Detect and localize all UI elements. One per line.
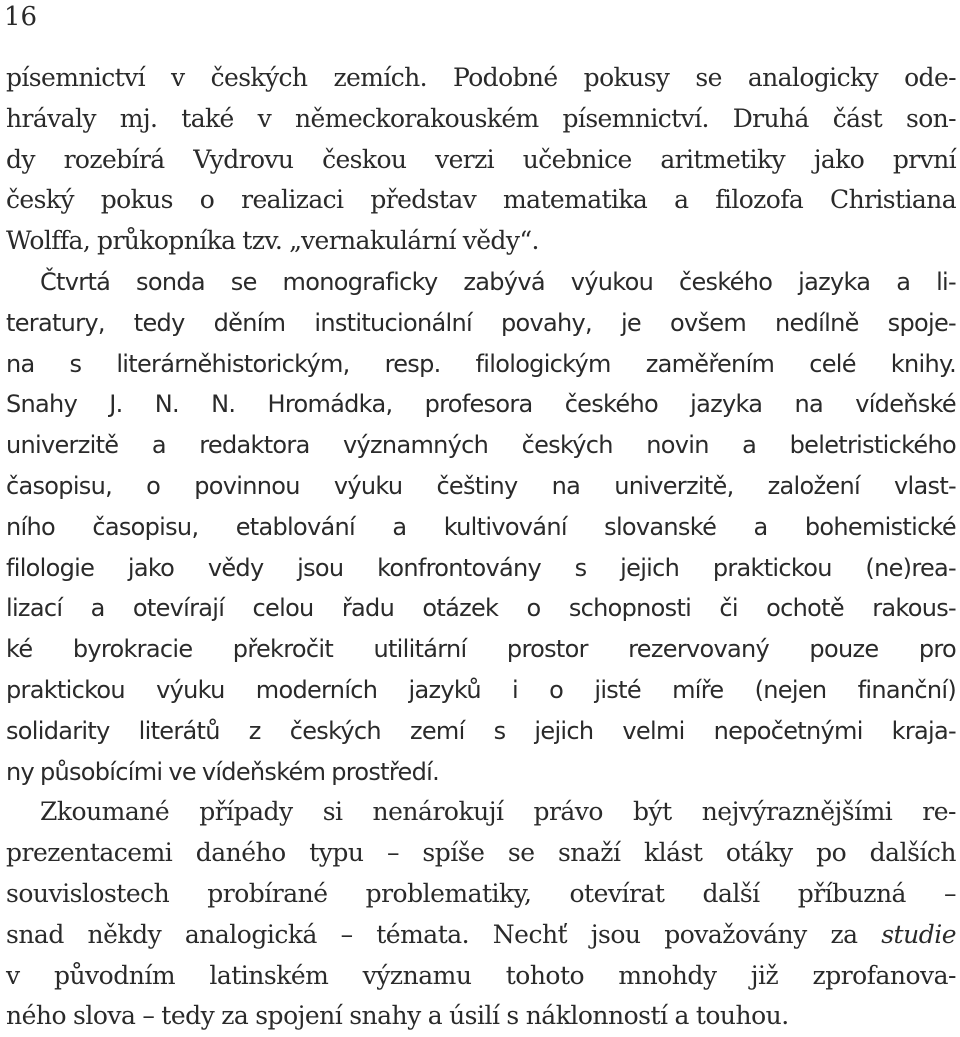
paragraph-3 <box>6 792 956 1037</box>
body-text <box>6 58 956 1037</box>
text-line: Čtvrtá sonda se monograficky zabývá výukou českého jazyka a li- <box>40 267 956 296</box>
text-line-with-emphasis <box>6 915 956 956</box>
text-line: teratury, tedy děním institucionální povahy, je ovšem nedílně spoje- <box>6 308 956 337</box>
text-line: hrávaly mj. také v německorakouském písemnictví. Druhá část son- <box>6 103 956 133</box>
text-line: ké byrokracie překročit utilitární prostor rezervovaný pouze pro <box>6 635 956 664</box>
emphasized-word: studie <box>881 919 956 949</box>
text-line: ního časopisu, etablování a kultivování slovanské a bohemistické <box>6 512 956 541</box>
paragraph-1 <box>6 58 956 262</box>
text-line: lizací a otevírají celou řadu otázek o schopnosti či ochotě rakous- <box>6 594 956 623</box>
text-line: dy rozebírá Vydrovu českou verzi učebnice aritmetiky jako první <box>6 144 956 174</box>
text-line: solidarity literátů z českých zemí s jejich velmi nepočetnými kraja- <box>6 716 956 745</box>
text-line: písemnictví v českých zemích. Podobné pokusy se analogicky ode- <box>6 63 956 92</box>
text-line: český pokus o realizaci představ matematika a filozofa Christiana <box>6 185 956 215</box>
paragraph-2 <box>6 262 956 792</box>
text-line: ného slova – tedy za spojení snahy a úsilí s náklonností a touhou. <box>6 1001 789 1031</box>
text-line: ny působícími ve vídeňském prostředí. <box>6 757 440 786</box>
text-line: v původním latinském významu tohoto mnohdy již zprofanova- <box>6 960 956 990</box>
text-line: prezentacemi daného typu – spíše se snaží klást otáky po dalších <box>6 838 956 868</box>
text-line: filologie jako vědy jsou konfrontovány s jejich praktickou (ne)rea- <box>6 553 956 582</box>
text-line: časopisu, o povinnou výuku češtiny na univerzitě, založení vlast- <box>6 471 956 500</box>
text-line: praktickou výuku moderních jazyků i o jisté míře (nejen finanční) <box>6 675 956 704</box>
text-line: univerzitě a redaktora významných českých novin a beletristického <box>6 431 956 460</box>
text-line: souvislostech probírané problematiky, otevírat další příbuzná – <box>6 878 956 908</box>
page-number: 16 <box>4 2 38 32</box>
text-line: na s literárněhistorickým, resp. filologickým zaměřením celé knihy. <box>6 349 956 378</box>
text-run: snad někdy analogická – témata. Nechť jsou považovány za <box>6 919 858 949</box>
text-line: Wolffa, průkopníka tzv. „vernakulární vědy“. <box>6 226 539 256</box>
text-line: Zkoumané případy si nenárokují právo být nejvýraznějšími re- <box>40 797 956 827</box>
text-line: Snahy J. N. N. Hromádka, profesora českého jazyka na vídeňské <box>6 390 956 419</box>
